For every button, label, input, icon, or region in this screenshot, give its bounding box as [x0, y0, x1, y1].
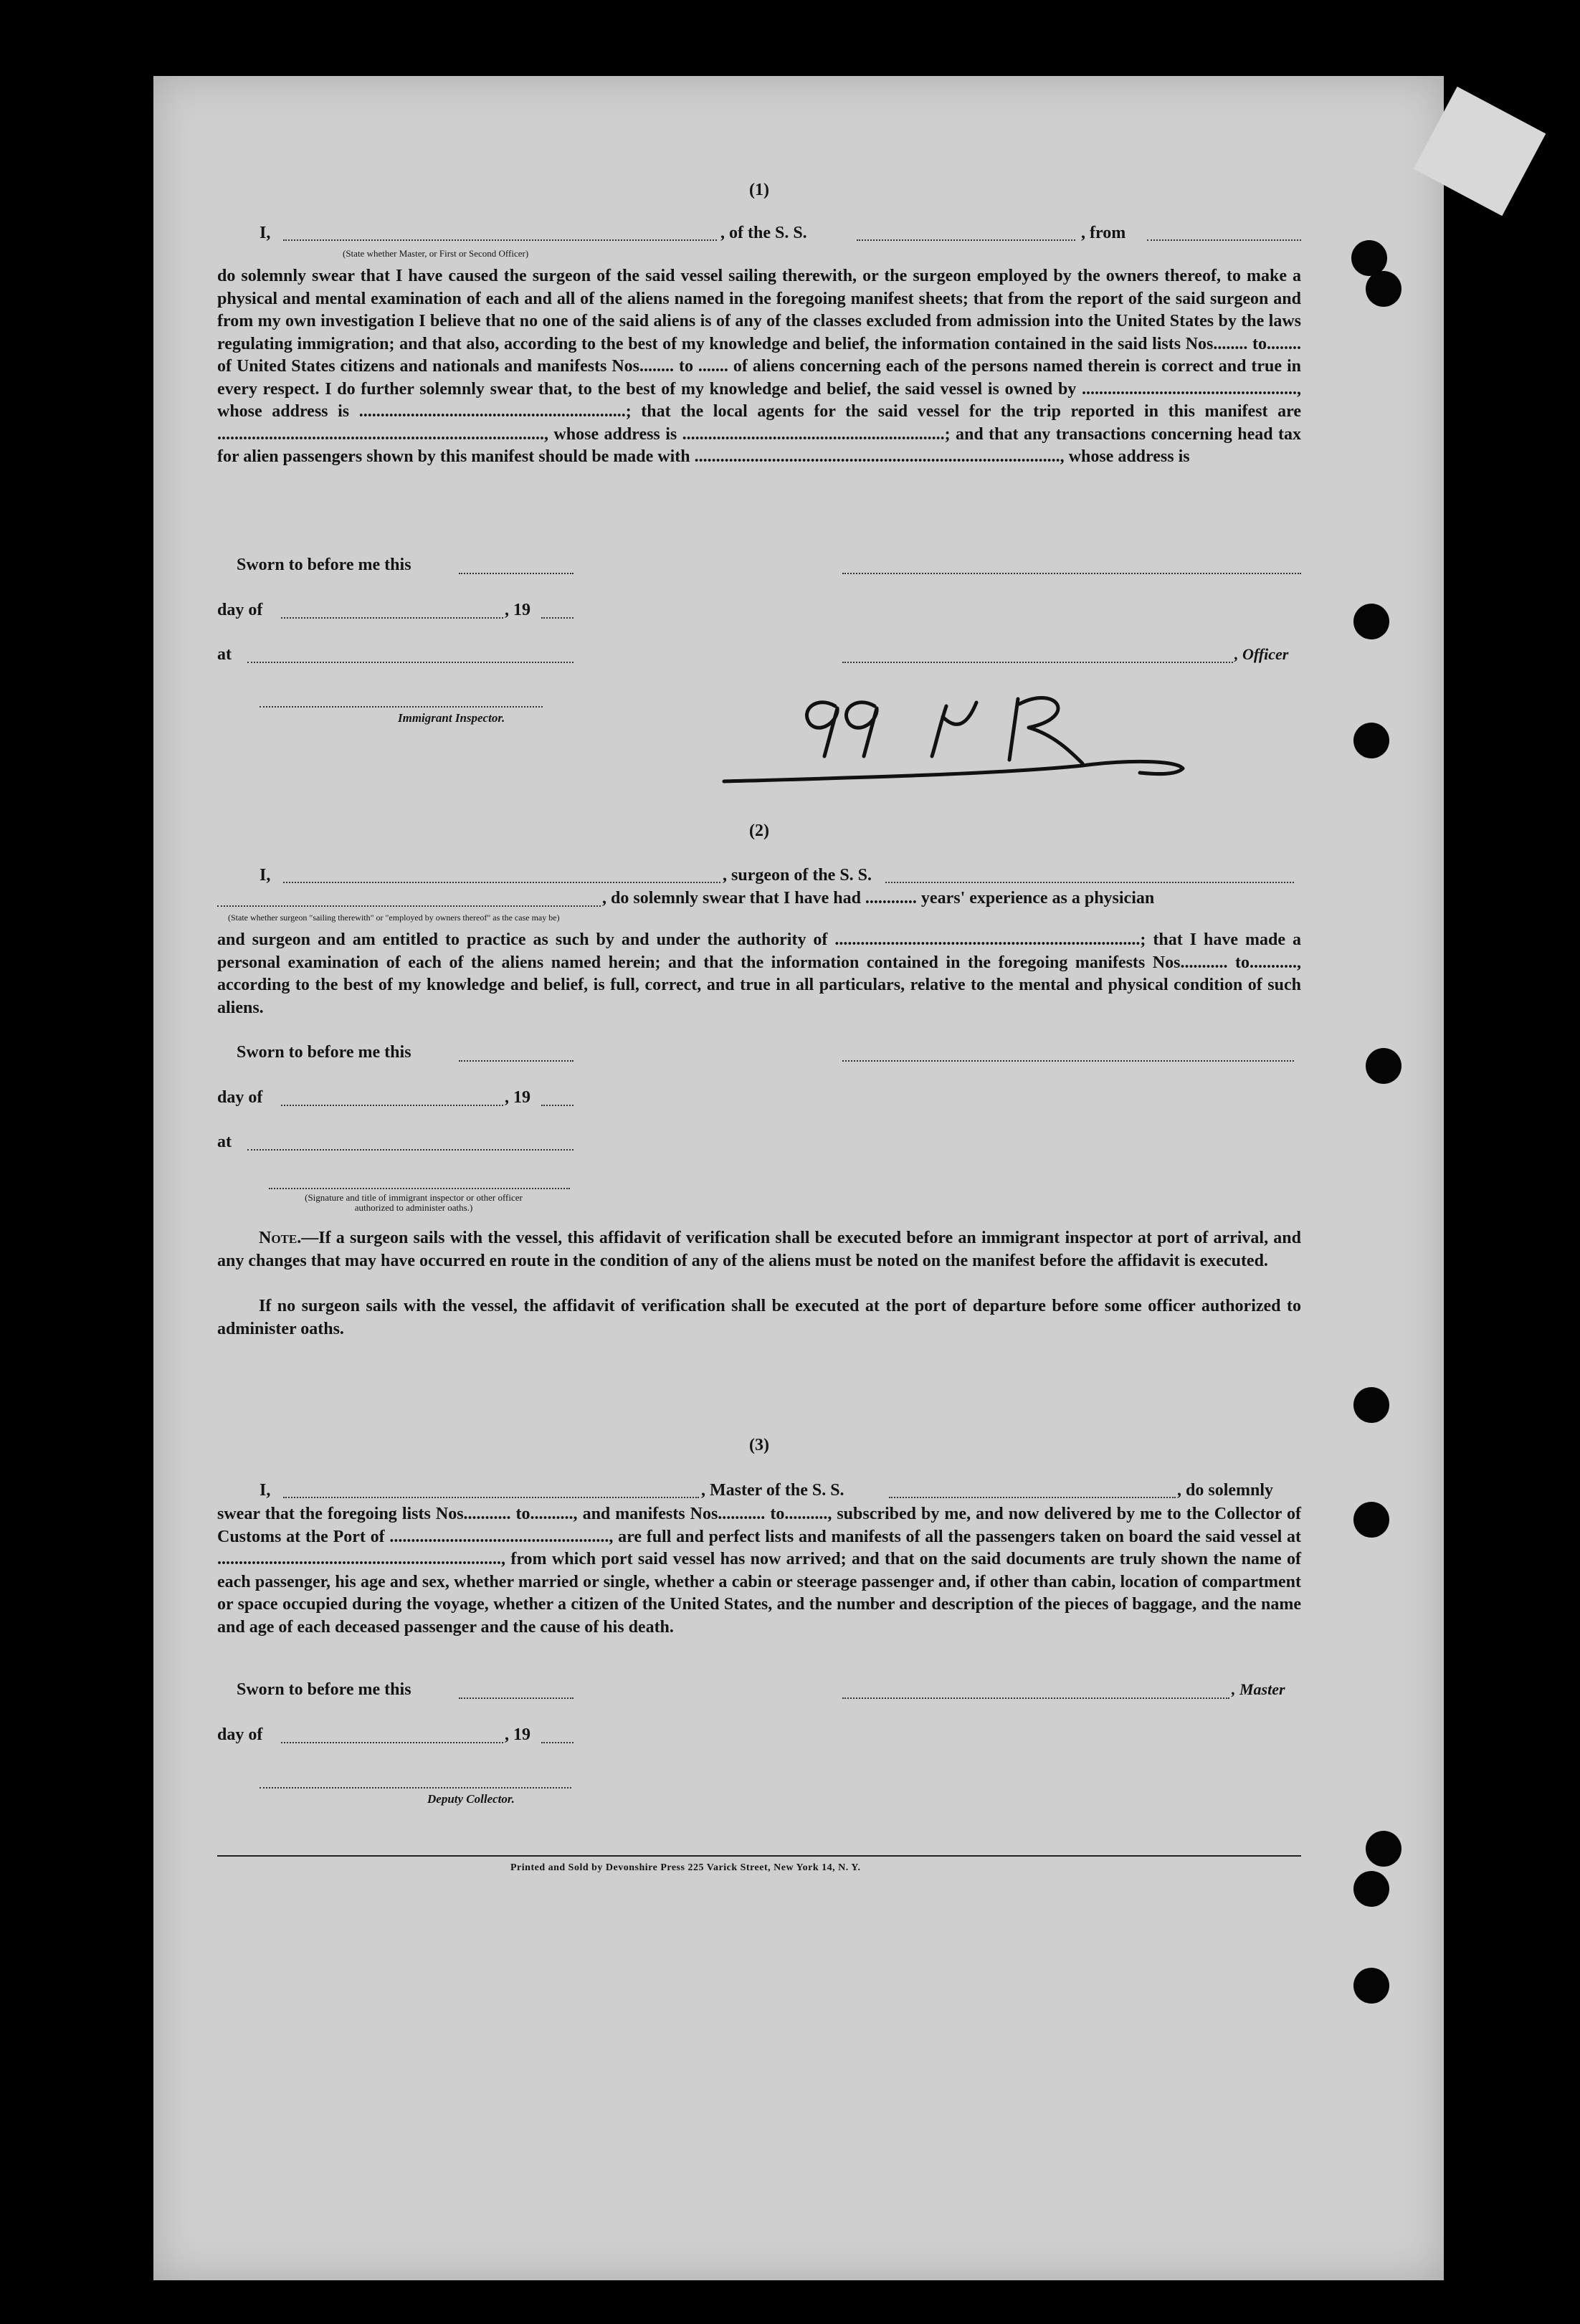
s1-name-field[interactable]: [283, 239, 717, 241]
s2-note-label: Note.: [259, 1229, 302, 1247]
s1-sworn-label: Sworn to before me this: [237, 556, 411, 574]
punch-hole: [1353, 604, 1389, 639]
handwritten-annotation: [710, 688, 1197, 796]
s3-day-field[interactable]: [281, 1741, 503, 1743]
punch-hole: [1353, 723, 1389, 758]
s2-at-label: at: [217, 1133, 232, 1151]
s3-ship-field[interactable]: [889, 1496, 1176, 1498]
s1-officer-field[interactable]: [842, 661, 1233, 663]
section-3-number: (3): [749, 1436, 769, 1454]
section-1-number: (1): [749, 181, 769, 199]
s3-master-field[interactable]: [842, 1697, 1229, 1699]
s1-at-field[interactable]: [247, 661, 574, 663]
s3-year-label: , 19: [505, 1725, 530, 1744]
s3-i-label: I,: [260, 1481, 271, 1500]
s1-year-label: , 19: [505, 601, 530, 619]
s3-master-label: , Master of the S. S.: [701, 1481, 844, 1500]
s2-inspector-field[interactable]: [269, 1187, 570, 1189]
s2-oath-body: and surgeon and am entitled to practice as such by and under the authority of .......................................................................; that I have made a personal examination of each of the aliens named herein; and that the information contained in the foregoing manifests Nos........... to..........., according to the best of my knowledge and belief, is full, correct, and true in all particulars, relative to the mental and physical condition of such aliens.: [217, 930, 1301, 1017]
punch-hole: [1353, 1502, 1389, 1538]
s3-do-solemnly: , do solemnly: [1177, 1481, 1274, 1500]
s2-line2: , do solemnly swear that I have had ............ years' experience as a physician: [602, 889, 1155, 908]
s2-note-text: —If a surgeon sails with the vessel, this affidavit of verification shall be executed before an immigrant inspector at port of arrival, and any changes that may have occurred en route in the condition of any of the aliens must be noted on the manifest before the affidavit is executed.: [217, 1229, 1301, 1270]
punch-hole: [1353, 1387, 1389, 1423]
s2-state-field[interactable]: [217, 905, 601, 907]
s3-day-label: day of: [217, 1725, 263, 1744]
s1-at-label: at: [217, 645, 232, 664]
s1-from-label: , from: [1081, 224, 1126, 242]
s1-day-field[interactable]: [281, 616, 503, 619]
s1-i-label: I,: [260, 224, 271, 242]
s3-year-field[interactable]: [541, 1741, 574, 1743]
punch-hole: [1366, 1048, 1401, 1084]
s1-officer-label: , Officer: [1234, 645, 1289, 663]
s3-deputy-field[interactable]: [260, 1786, 571, 1789]
torn-corner: [1414, 87, 1546, 216]
s2-year-label: , 19: [505, 1088, 530, 1107]
s3-master-sign-label: , Master: [1232, 1680, 1285, 1698]
punch-hole: [1353, 1871, 1389, 1907]
s3-sworn-field[interactable]: [459, 1697, 574, 1699]
s1-year-field[interactable]: [541, 616, 574, 619]
s2-day-label: day of: [217, 1088, 263, 1107]
punch-hole: [1366, 271, 1401, 307]
s1-inspector-field[interactable]: [260, 705, 543, 708]
s2-at-field[interactable]: [247, 1148, 574, 1151]
s1-from-field[interactable]: [1147, 239, 1301, 241]
s1-ship-field[interactable]: [857, 239, 1075, 241]
printer-imprint: Printed and Sold by Devonshire Press 225 Varick Street, New York 14, N. Y.: [510, 1862, 861, 1873]
s2-surgeon-label: , surgeon of the S. S.: [723, 866, 872, 885]
s2-sig-note: (Signature and title of immigrant inspector or other officer authorized to administer oaths.): [305, 1192, 523, 1213]
s2-day-field[interactable]: [281, 1104, 503, 1106]
s1-of-ss-label: , of the S. S.: [720, 224, 807, 242]
s2-state-note: (State whether surgeon "sailing therewith" or "employed by owners thereof" as the case may be): [228, 913, 560, 923]
s1-oath-body: do solemnly swear that I have caused the surgeon of the said vessel sailing therewith, or the surgeon employed by the owners thereof, to make a physical and mental examination of each and all of the aliens named in the foregoing manifest sheets; that from the report of the said surgeon and from my own investigation I believe that no one of the said aliens is of any of the classes excluded from admission into the United States by the laws regulating immigration; and that also, according to the best of my knowledge and belief, the information contained in the said lists Nos........ to........ of United States citizens and nationals and manifests Nos........ to ....... of aliens concerning each of the persons named therein is correct and true in every respect. I do further solemnly swear that, to the best of my knowledge and belief, the said vessel is owned by .................................................., whose address is ..............................................................; that the local agents for the said vessel for the trip reported in this manifest are ............................................................................, whose address is .............................................................; and that any transactions concerning head tax for alien passengers shown by this manifest should be made with ....................................................................................., whose address is: [217, 267, 1301, 466]
punch-hole: [1353, 1968, 1389, 2004]
s3-deputy-caption: Deputy Collector.: [427, 1792, 515, 1806]
punch-hole: [1366, 1831, 1401, 1867]
footer-rule: [217, 1855, 1301, 1857]
s2-ship-field[interactable]: [885, 881, 1294, 883]
s2-name-field[interactable]: [283, 881, 720, 883]
s2-sworn-label: Sworn to before me this: [237, 1043, 411, 1062]
s1-sworn-field[interactable]: [459, 572, 574, 574]
s3-name-field[interactable]: [283, 1496, 699, 1498]
s2-note2: If no surgeon sails with the vessel, the affidavit of verification shall be executed at the port of departure before some officer authorized to administer oaths.: [217, 1297, 1301, 1338]
s1-day-label: day of: [217, 601, 263, 619]
s1-state-note: (State whether Master, or First or Second Officer): [343, 248, 529, 259]
s2-sworn-field[interactable]: [459, 1059, 574, 1062]
s1-signature-field[interactable]: [842, 572, 1301, 574]
s2-i-label: I,: [260, 866, 271, 885]
s2-year-field[interactable]: [541, 1104, 574, 1106]
s3-sworn-label: Sworn to before me this: [237, 1680, 411, 1699]
s1-inspector-caption: Immigrant Inspector.: [398, 711, 505, 725]
s3-oath-body: swear that the foregoing lists Nos........... to.........., and manifests Nos........... to.........., subscribed by me, and now delivered by me to the Collector of Customs at the Port of ..................................................., are full and perfect lists and manifests of all the passengers taken on board the said vessel at .................................................................., from which port said vessel has now arrived; and that on the said documents are truly shown the name of each passenger, his age and sex, whether married or single, whether a cabin or steerage passenger and, if other than cabin, location of compartment or space occupied during the voyage, whether a citizen of the United States, and the number and description of the pieces of baggage, and the name and age of each deceased passenger and the cause of his death.: [217, 1505, 1301, 1637]
s2-note: [217, 1227, 1301, 1272]
s2-signature-field[interactable]: [842, 1059, 1294, 1062]
section-2-number: (2): [749, 822, 769, 840]
